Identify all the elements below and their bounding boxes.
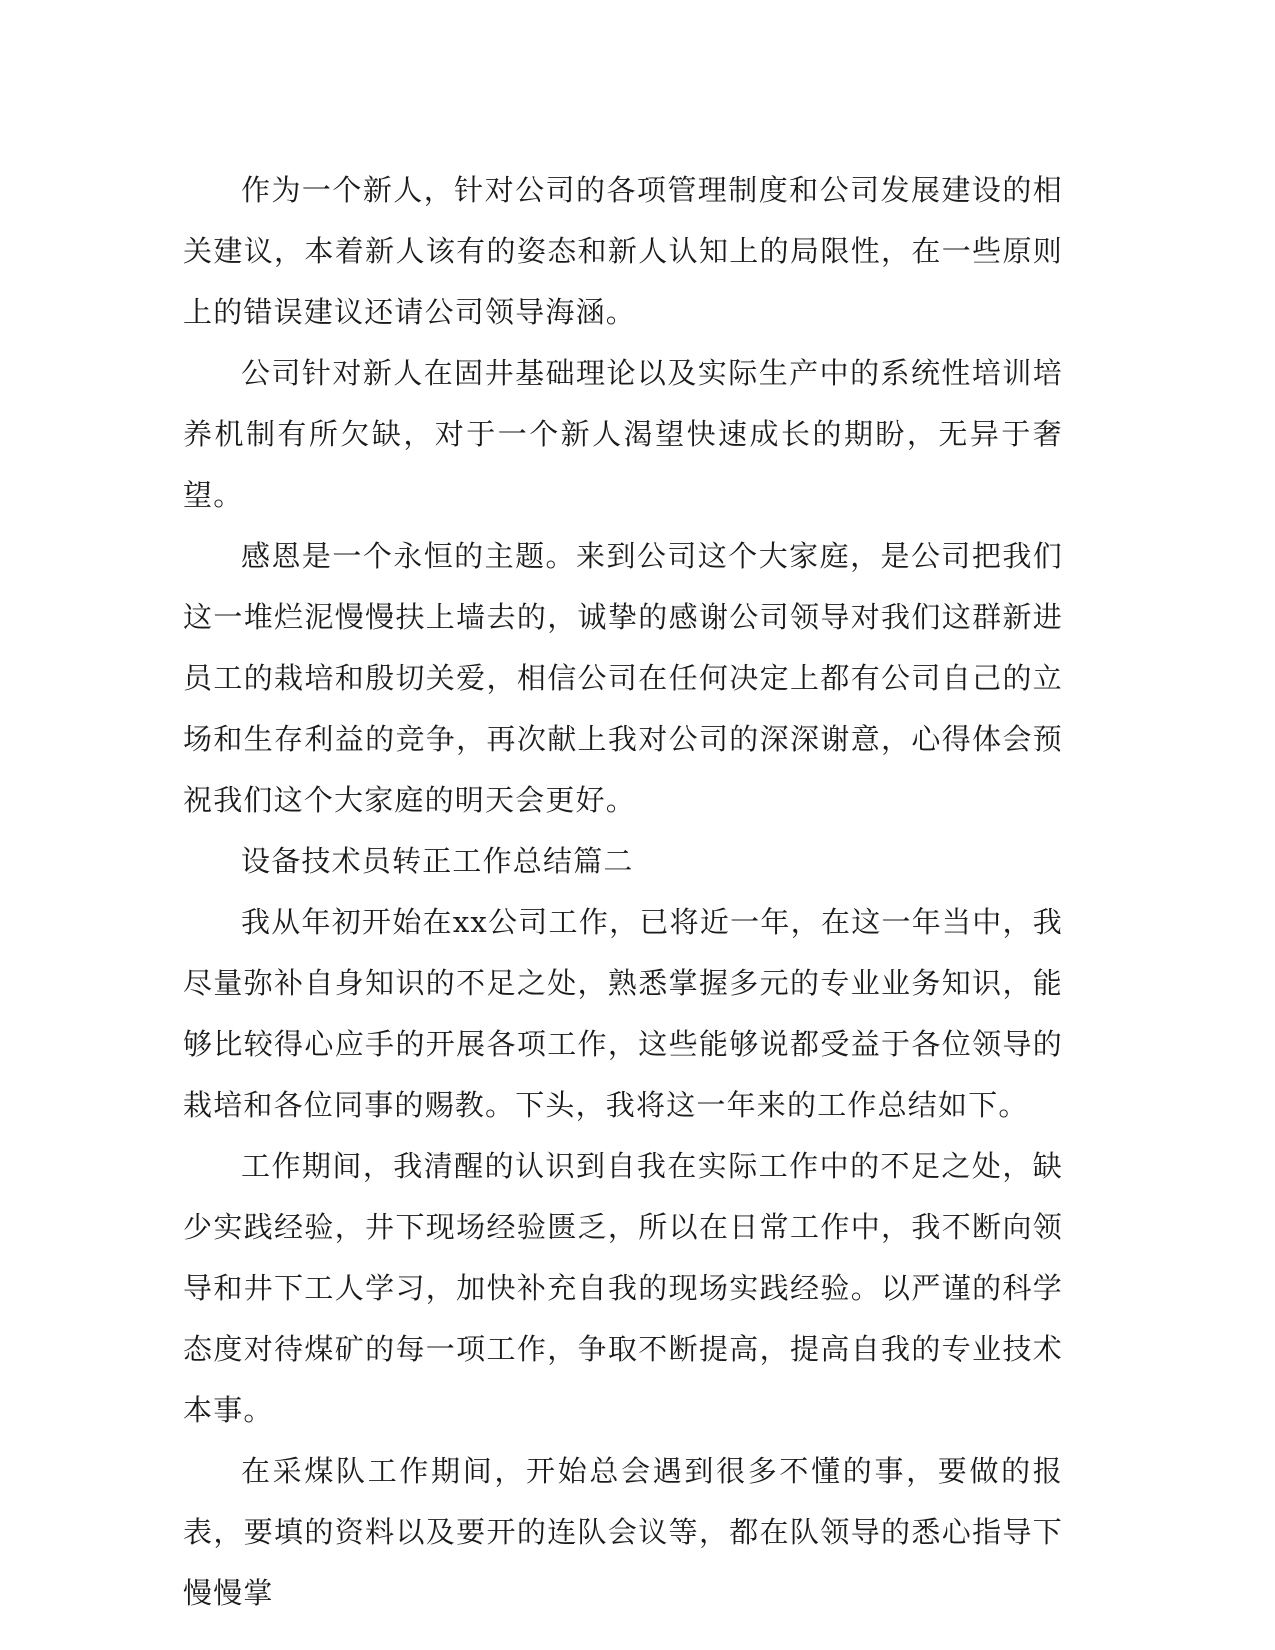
section-paragraph-2: 工作期间，我清醒的认识到自我在实际工作中的不足之处，缺少实践经验，井下现场经验匮乏，所以在日常工作中，我不断向领导和井下工人学习，加快补充自我的现场实践经验。以严谨的科学态度对待煤矿的每一项工作，争取不断提高，提高自我的专业技术本事。 <box>183 1149 1063 1427</box>
section-paragraph-1: 我从年初开始在xx公司工作，已将近一年，在这一年当中，我尽量弥补自身知识的不足之处，熟悉掌握多元的专业业务知识，能够比较得心应手的开展各项工作，这些能够说都受益于各位领导的栽培和各位同事的赐教。下头，我将这一年来的工作总结如下。 <box>183 905 1063 1122</box>
document-body <box>183 160 1063 1624</box>
section-heading: 设备技术员转正工作总结篇二 <box>241 844 634 878</box>
paragraph-3: 感恩是一个永恒的主题。来到公司这个大家庭，是公司把我们这一堆烂泥慢慢扶上墙去的，诚挚的感谢公司领导对我们这群新进员工的栽培和殷切关爱，相信公司在任何决定上都有公司自己的立场和生存利益的竞争，再次献上我对公司的深深谢意，心得体会预祝我们这个大家庭的明天会更好。 <box>183 539 1063 817</box>
paragraph-1: 作为一个新人，针对公司的各项管理制度和公司发展建设的相关建议，本着新人该有的姿态和新人认知上的局限性，在一些原则上的错误建议还请公司领导海涵。 <box>183 173 1063 329</box>
paragraph-2: 公司针对新人在固井基础理论以及实际生产中的系统性培训培养机制有所欠缺，对于一个新人渴望快速成长的期盼，无异于奢望。 <box>183 356 1063 512</box>
section-paragraph-3: 在采煤队工作期间，开始总会遇到很多不懂的事，要做的报表，要填的资料以及要开的连队会议等，都在队领导的悉心指导下慢慢掌 <box>183 1454 1063 1610</box>
